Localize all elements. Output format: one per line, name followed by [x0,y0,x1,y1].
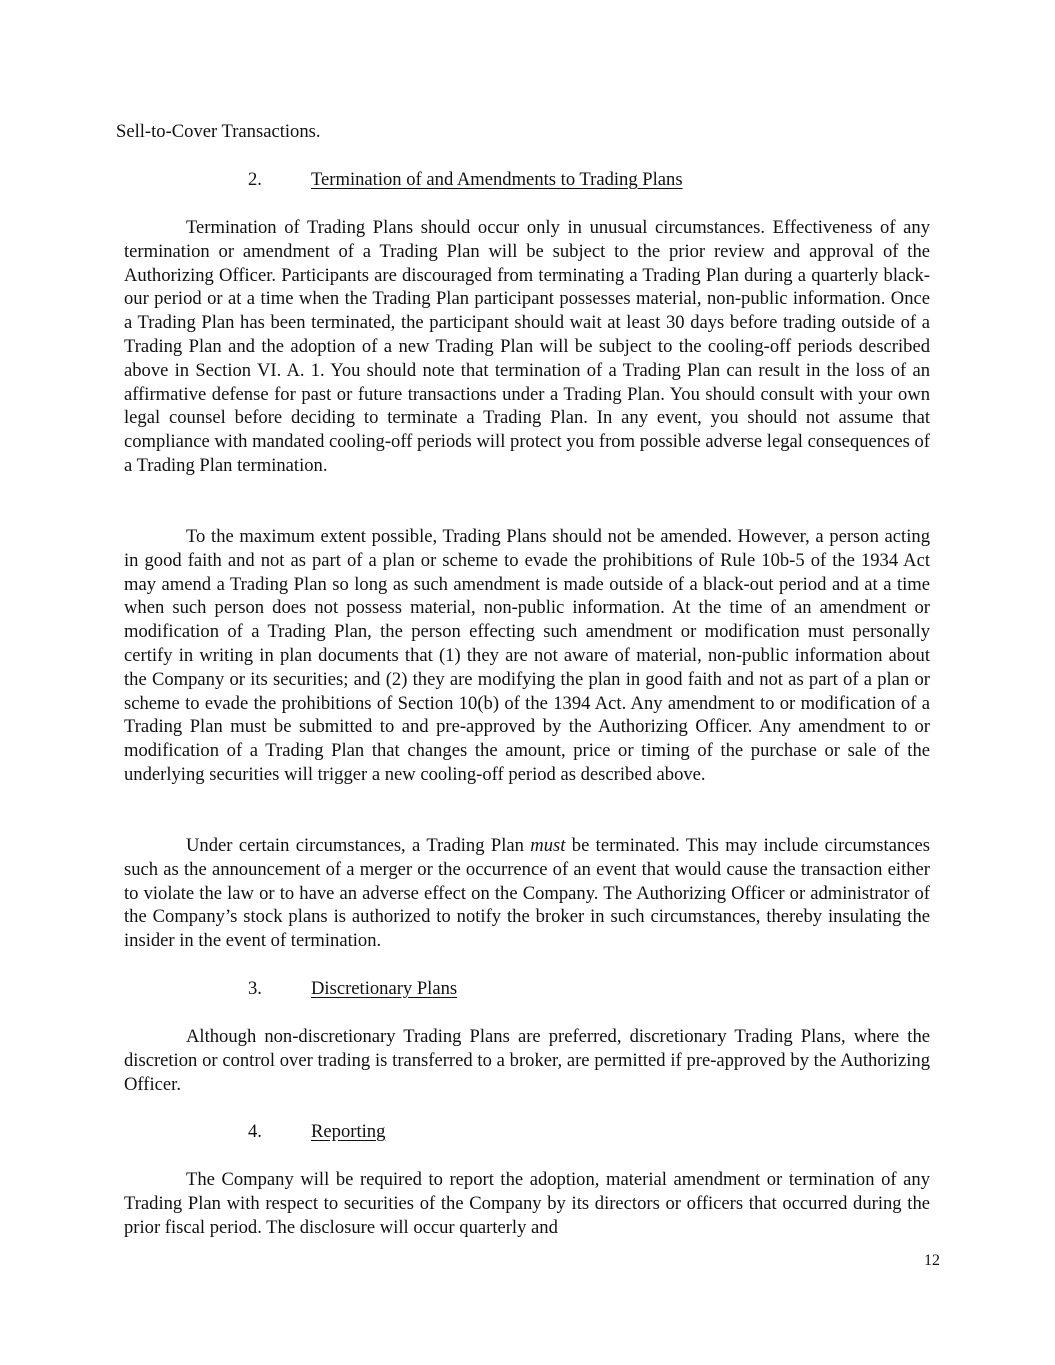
section-number: 2. [248,169,262,190]
section-number: 4. [248,1121,262,1142]
paragraph-reporting: The Company will be required to report the adoption, material amendment or termination of any Trading Plan with respect to securities of the Company by its directors or officers that occurred during the prior fiscal period. The disclosure will occur quarterly and [124,1169,930,1238]
must-text-after: be terminated. This may include circumstances such as the announcement of a merger or the occurrence of an event that would cause the transaction either to violate the law or to have an adverse effect on the Company. The Authorizing Officer or administrator of the Company’s stock plans is authorized to notify the broker in such circumstances, thereby insulating the insider in the event of termination. [124,835,930,952]
paragraph-amendment: To the maximum extent possible, Trading Plans should not be amended. However, a person acting in good faith and not as part of a plan or scheme to evade the prohibitions of Rule 10b-5 of the 1934 Act may amend a Trading Plan so long as such amendment is made outside of a black-out period and at a time when such person does not possess material, non-public information. At the time of an amendment or modification of a Trading Plan, the person effecting such amendment or modification must personally certify in writing in plan documents that (1) they are not aware of material, non-public information about the Company or its securities; and (2) they are modifying the plan in good faith and not as part of a plan or scheme to evade the prohibitions of Section 10(b) of the 1394 Act. Any amendment to or modification of a Trading Plan must be submitted to and pre-approved by the Authorizing Officer. Any amendment to or modification of a Trading Plan that changes the amount, price or timing of the purchase or sale of the underlying securities will trigger a new cooling-off period as described above. [124,526,930,785]
section-number: 3. [248,978,262,999]
section-title: Reporting [311,1121,386,1142]
must-emphasis: must [530,835,566,856]
section-title: Discretionary Plans [311,978,458,999]
paragraph-must-terminate [124,834,930,953]
section-heading-reporting [248,1120,385,1144]
must-text-before: Under certain circumstances, a Trading Plan [186,835,531,856]
section-heading-discretionary [248,977,457,1001]
section-title: Termination of and Amendments to Trading Plans [311,169,683,190]
section-heading-termination [248,168,683,192]
paragraph-termination: Termination of Trading Plans should occur only in unusual circumstances. Effectiveness of any termination or amendment of a Trading Plan will be subject to the prior review and approval of the Authorizing Officer. Participants are discouraged from terminating a Trading Plan during a quarterly black-our period or at a time when the Trading Plan participant possesses material, non-public information. Once a Trading Plan has been terminated, the participant should wait at least 30 days before trading outside of a Trading Plan and the adoption of a new Trading Plan will be subject to the cooling-off periods described above in Section VI. A. 1. You should note that termination of a Trading Plan can result in the loss of an affirmative defense for past or future transactions under a Trading Plan. You should consult with your own legal counsel before deciding to terminate a Trading Plan. In any event, you should not assume that compliance with mandated cooling-off periods will protect you from possible adverse legal consequences of a Trading Plan termination. [124,217,930,476]
page-number: 12 [924,1252,940,1269]
lead-text: Sell-to-Cover Transactions. [116,121,321,142]
paragraph-discretionary: Although non-discretionary Trading Plans are preferred, discretionary Trading Plans, where the discretion or control over trading is transferred to a broker, are permitted if pre-approved by the Authorizing Officer. [124,1026,930,1095]
